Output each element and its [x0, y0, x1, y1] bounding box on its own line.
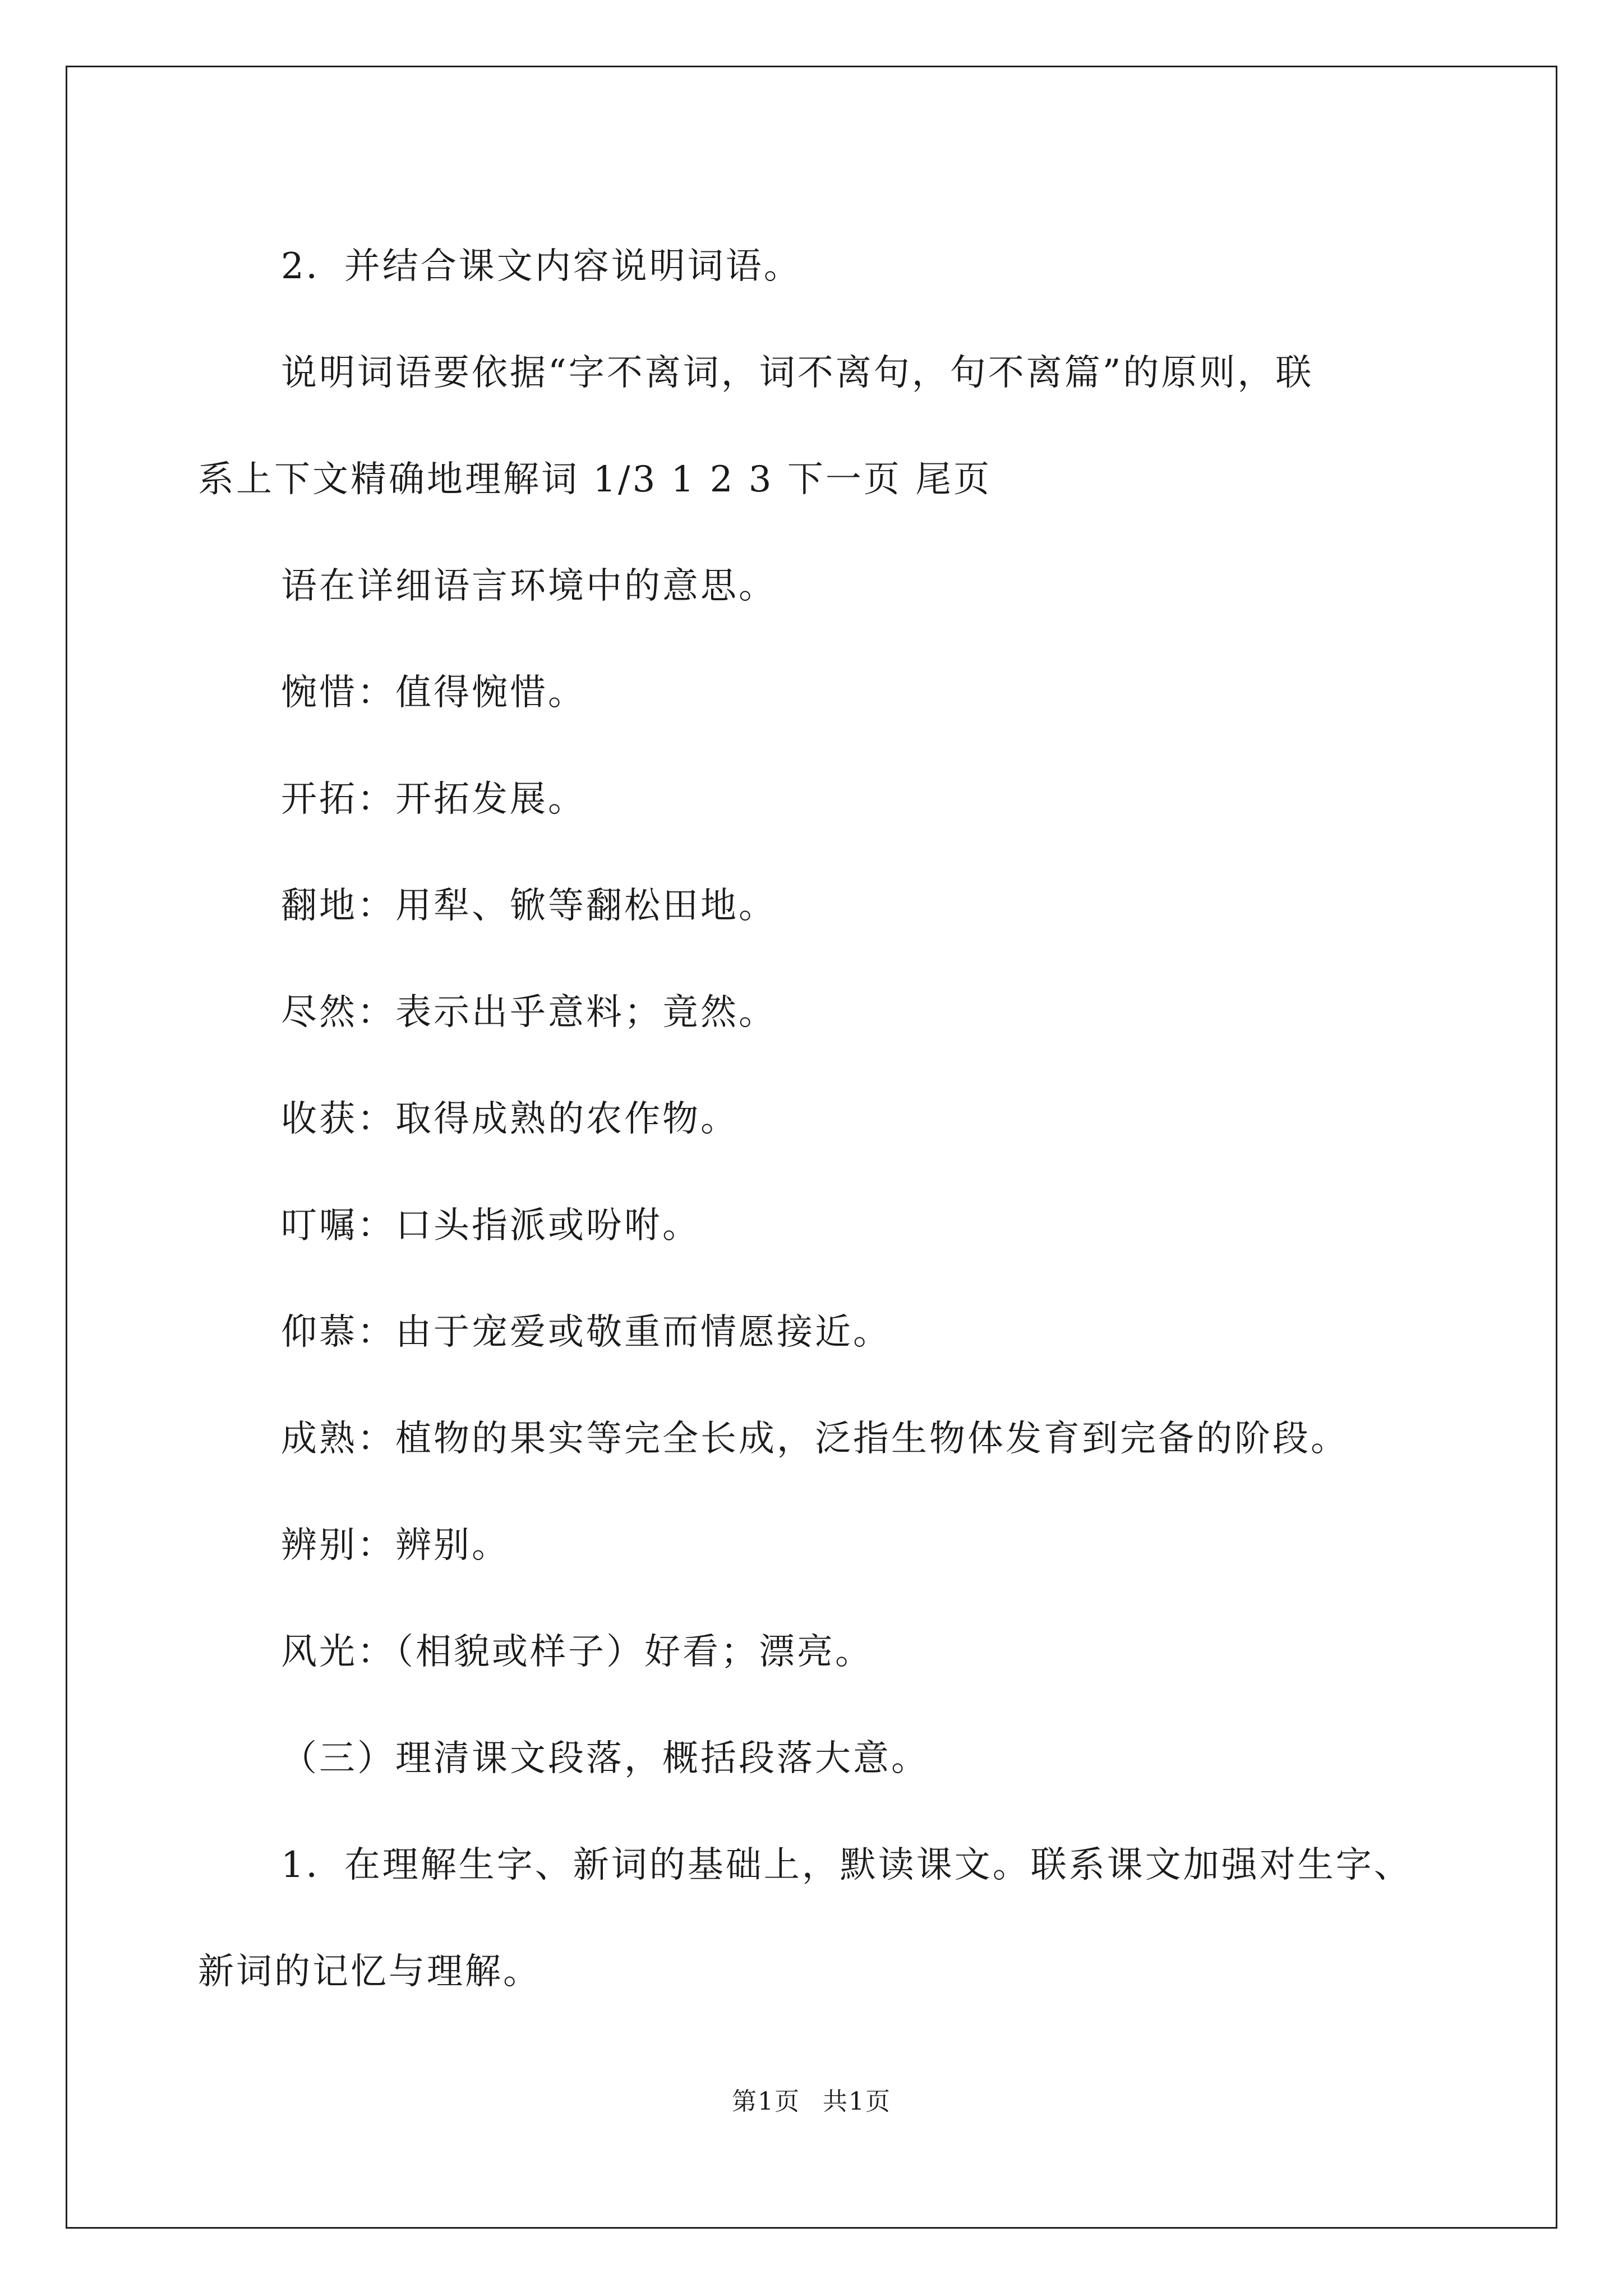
vocab-item: 叮嘱：口头指派或吩咐。: [281, 1205, 700, 1246]
vocab-item: 辨别：辨别。: [281, 1525, 510, 1566]
vocab-item: 收获：取得成熟的农作物。: [281, 1098, 739, 1140]
paragraph-principle-cont: 系上下文精确地理解词 1/3 1 2 3 下一页 尾页: [198, 459, 992, 500]
vocab-item: 开拓：开拓发展。: [281, 779, 586, 820]
vocab-item: 仰慕：由于宠爱或敬重而情愿接近。: [281, 1312, 891, 1353]
paragraph-context: 语在详细语言环境中的意思。: [281, 565, 777, 607]
document-body: [198, 213, 1437, 2025]
vocab-item: 成熟：植物的果实等完全长成，泛指生物体发育到完备的阶段。: [281, 1418, 1349, 1460]
vocab-item: 翻地：用犁、锨等翻松田地。: [281, 885, 777, 927]
page-number-current: 第1页: [732, 2087, 800, 2116]
vocab-item: 风光：（相貌或样子）好看；漂亮。: [281, 1631, 873, 1673]
page-footer: [0, 2081, 1623, 2117]
page-number-total: 共1页: [823, 2087, 891, 2116]
paragraph-instruction-2: 2．并结合课文内容说明词语。: [281, 246, 802, 287]
vocab-item: 惋惜：值得惋惜。: [281, 672, 586, 714]
paragraph-instruction-1: 1．在理解生字、新词的基础上，默读课文。联系课文加强对生字、: [281, 1844, 1412, 1886]
paragraph-principle: 说明词语要依据“字不离词，词不离句，句不离篇”的原则，联: [281, 352, 1314, 394]
paragraph-instruction-1-cont: 新词的记忆与理解。: [198, 1951, 541, 1993]
section-heading-3: （三）理清课文段落，概括段落大意。: [281, 1738, 929, 1779]
vocab-item: 尽然：表示出乎意料；竟然。: [281, 992, 777, 1033]
